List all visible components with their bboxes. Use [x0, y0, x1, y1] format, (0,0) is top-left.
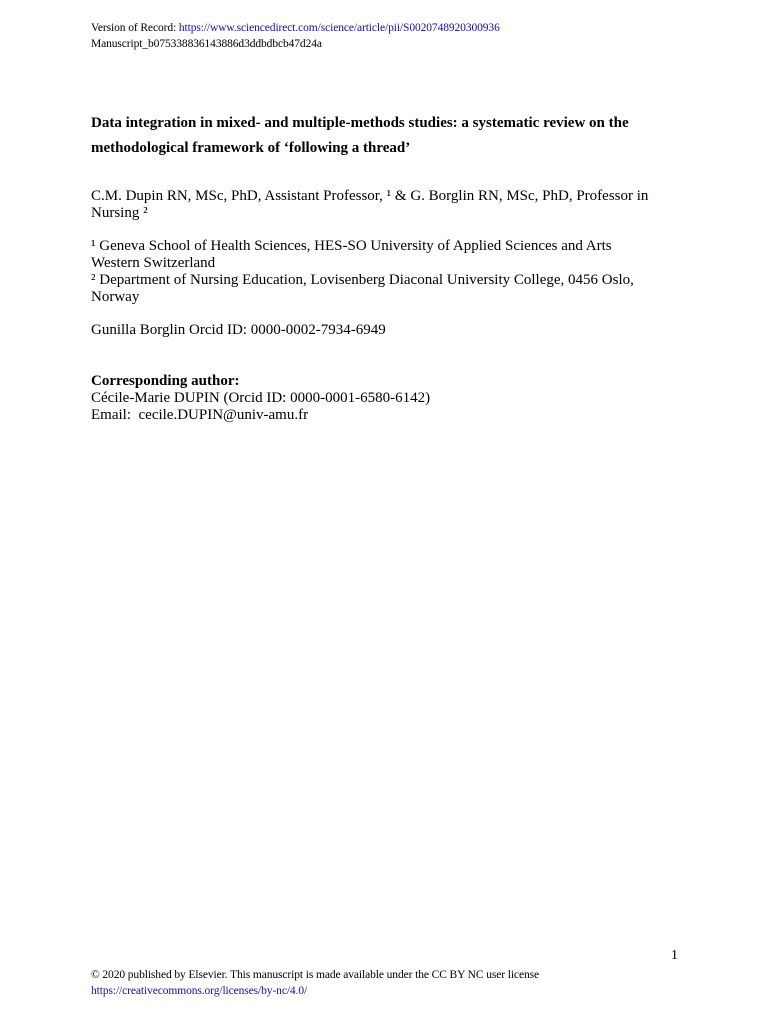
affiliation-1-line-1: ¹ Geneva School of Health Sciences, HES-SO University of Applied Sciences and Arts [91, 238, 612, 254]
corresponding-author-block [91, 373, 701, 424]
corresponding-author-heading: Corresponding author: [91, 373, 240, 389]
title-line-2: methodological framework of ‘following a thread’ [91, 140, 411, 156]
authors-line-1: C.M. Dupin RN, MSc, PhD, Assistant Professor, ¹ & G. Borglin RN, MSc, PhD, Professor in [91, 188, 649, 204]
version-label: Version of Record: [91, 22, 177, 34]
corresponding-author-email-line [91, 407, 701, 424]
author-list [91, 188, 701, 222]
manuscript-id: Manuscript_b075338836143886d3ddbdbcb47d24a [91, 38, 322, 50]
affiliation-2-line-1: ² Department of Nursing Education, Lovisenberg Diaconal University College, 0456 Oslo, [91, 272, 634, 288]
orcid-statement: Gunilla Borglin Orcid ID: 0000-0002-7934-6949 [91, 322, 386, 338]
license-footer [91, 967, 539, 999]
title-line-1: Data integration in mixed- and multiple-methods studies: a systematic review on the [91, 115, 629, 131]
affiliation-1-line-2: Western Switzerland [91, 255, 216, 271]
license-text: © 2020 published by Elsevier. This manuscript is made available under the CC BY NC user license [91, 969, 539, 981]
license-link[interactable]: https://creativecommons.org/licenses/by-nc/4.0/ [91, 985, 308, 997]
page-header [91, 20, 500, 52]
email-label: Email: [91, 407, 131, 423]
version-of-record-line [91, 20, 500, 36]
email-address: cecile.DUPIN@univ-amu.fr [138, 407, 309, 423]
page-number: 1 [671, 948, 678, 963]
paper-title [91, 111, 701, 161]
affiliation-2-line-2: Norway [91, 289, 140, 305]
authors-line-2: Nursing ² [91, 205, 148, 221]
affiliations [91, 238, 701, 306]
corresponding-author-name: Cécile-Marie DUPIN (Orcid ID: 0000-0001-6580-6142) [91, 390, 431, 406]
version-of-record-link[interactable]: https://www.sciencedirect.com/science/article/pii/S0020748920300936 [178, 22, 500, 34]
